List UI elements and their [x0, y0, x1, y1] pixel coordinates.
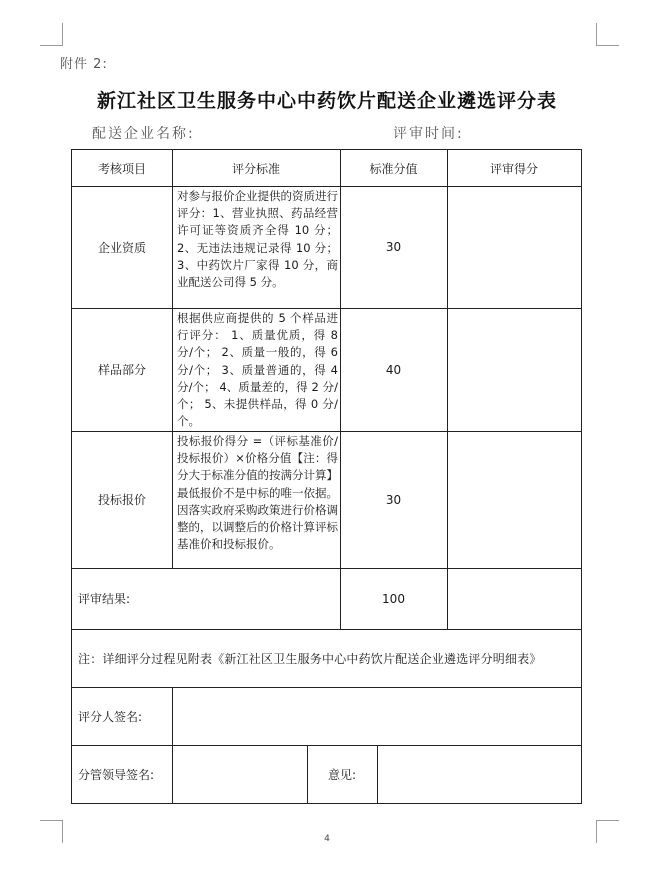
leader-signature-field[interactable]	[172, 745, 307, 803]
col-divider	[172, 150, 173, 568]
total-score: 100	[382, 591, 405, 606]
review-date-label: 评审时间:	[393, 126, 464, 142]
company-name-label: 配送企业名称:	[92, 126, 195, 142]
scorer-signature-label: 评分人签名:	[78, 709, 143, 724]
review-total-result	[447, 568, 581, 629]
page-title: 新江社区卫生服务中心中药饮片配送企业遴选评分表	[96, 90, 557, 112]
page-number: 4	[324, 834, 330, 844]
scoring-table	[71, 149, 582, 804]
crop-mark-top-left	[40, 23, 63, 46]
row-item-qualification: 企业资质	[97, 240, 146, 255]
row-criteria-qualification: 对参与报价企业提供的资质进行评分：1、营业执照、药品经营许可证等资质齐全得 10 分；2、无违法违规记录得 10 分；3、中药饮片厂家得 10 分，商业配送公司得 5 分。	[177, 189, 338, 290]
leader-signature-label: 分管领导签名:	[78, 767, 155, 782]
opinion-label: 意见:	[327, 767, 357, 782]
review-result-label: 评审结果:	[78, 592, 131, 606]
header-review-score: 评审得分	[489, 161, 538, 176]
crop-mark-top-right	[596, 23, 619, 46]
header-standard-score: 标准分值	[369, 161, 418, 176]
row-result-samples	[447, 308, 581, 431]
header-criteria: 评分标准	[231, 161, 280, 176]
row-result-qualification	[447, 186, 581, 308]
note-text: 注：详细评分过程见附表《新江社区卫生服务中心中药饮片配送企业遴选评分明细表》	[78, 651, 542, 666]
row-result-bid-price	[447, 431, 581, 568]
row-score-bid-price: 30	[385, 492, 402, 507]
header-item: 考核项目	[97, 161, 146, 176]
opinion-field[interactable]	[377, 745, 581, 803]
row-criteria-bid-price: 投标报价得分 =（评标基准价/投标报价）×价格分值【注：得分大于标准分值的按满分计算】最低报价不是中标的唯一依据。因落实政府采购政策进行价格调整的，以调整后的价格计算评标基准价和投标报价。	[177, 434, 338, 552]
row-item-samples: 样品部分	[97, 363, 146, 377]
row-score-samples: 40	[385, 362, 402, 377]
attachment-label: 附件 2:	[60, 57, 108, 72]
row-score-qualification: 30	[385, 240, 402, 254]
scorer-signature-field[interactable]	[172, 687, 581, 745]
row-criteria-samples: 根据供应商提供的 5 个样品进行评分： 1、质量优质，得 8 分/个； 2、质量一般的，得 6 分/个； 3、质量普通的，得 4 分/个； 4、质量差的，得 2 分/个； 5、未提供样品，得 0 分/个。	[177, 311, 338, 429]
row-item-bid-price: 投标报价	[97, 493, 146, 507]
